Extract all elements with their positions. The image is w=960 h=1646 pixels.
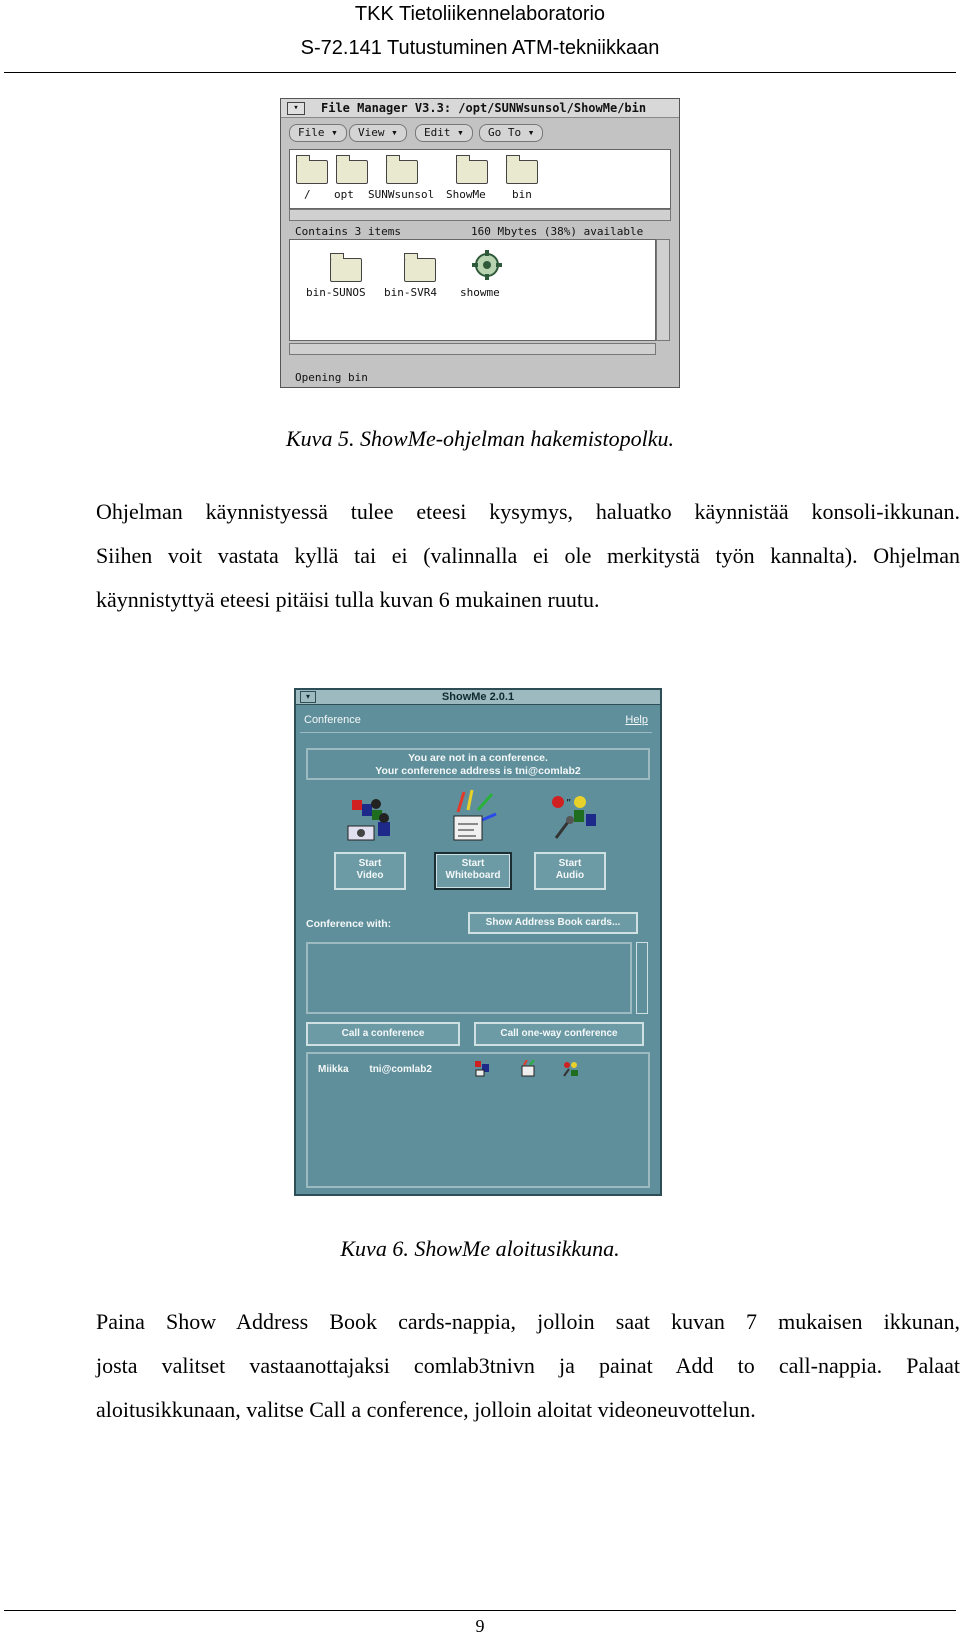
- path-pane: [289, 149, 671, 209]
- path-label: bin: [512, 188, 532, 201]
- item-label: showme: [460, 286, 500, 299]
- menu-goto[interactable]: Go To ▾: [479, 124, 543, 142]
- menu-file[interactable]: File ▾: [289, 124, 347, 142]
- status-text: Opening bin: [295, 371, 368, 384]
- participant-address: tni@comlab2: [369, 1064, 432, 1075]
- window-menu-icon[interactable]: ▾: [287, 102, 305, 115]
- path-label: /: [304, 188, 311, 201]
- header-course: S-72.141 Tutustuminen ATM-tekniikkaan: [300, 37, 660, 59]
- file-manager-title: File Manager V3.3: /opt/SUNWsunsol/ShowMe/bin: [321, 101, 647, 115]
- path-label: SUNWsunsol: [368, 188, 435, 201]
- participant-whiteboard-icon[interactable]: [520, 1060, 538, 1078]
- contents-vertical-scrollbar[interactable]: [656, 239, 670, 341]
- call-conference-button[interactable]: Call a conference: [306, 1022, 460, 1046]
- whiteboard-icon: [446, 788, 506, 846]
- start-whiteboard-button[interactable]: Start Whiteboard: [434, 852, 512, 890]
- conference-status-message: [306, 748, 650, 780]
- paragraph-line: Ohjelman käynnistyessä tulee eteesi kysymys, haluatko käynnistää konsoli-ikkunan.: [96, 499, 960, 524]
- path-label: opt: [334, 188, 354, 201]
- folder-icon[interactable]: [456, 160, 488, 184]
- file-manager-titlebar: [281, 99, 679, 118]
- paragraph-line: Siihen voit vastata kyllä tai ei (valinnalla ei ole merkitystä työn kannalta). Ohjelman: [96, 543, 960, 568]
- paragraph-line: Paina Show Address Book cards-nappia, jolloin saat kuvan 7 mukaisen ikkunan,: [96, 1309, 960, 1334]
- conference-participants-list[interactable]: [306, 942, 632, 1014]
- contains-count: Contains 3 items: [295, 225, 401, 238]
- folder-icon[interactable]: [506, 160, 538, 184]
- participant-row[interactable]: [318, 1064, 450, 1075]
- window-menu-icon[interactable]: ▾: [300, 691, 316, 703]
- item-label: bin-SUNOS: [306, 286, 366, 299]
- folder-icon[interactable]: [404, 258, 436, 282]
- status-line-2: Your conference address is tni@comlab2: [375, 765, 581, 777]
- item-label: bin-SVR4: [384, 286, 437, 299]
- contents-horizontal-scrollbar[interactable]: [289, 343, 656, 355]
- participants-scrollbar[interactable]: [636, 942, 648, 1014]
- paragraph-line: josta valitset vastaanottajaksi comlab3tnivn ja painat Add to call-nappia. Palaat: [96, 1353, 960, 1378]
- header-rule: [4, 72, 956, 73]
- conference-with-label: Conference with:: [306, 918, 392, 930]
- participants-pane: [306, 1052, 650, 1188]
- menu-view[interactable]: View ▾: [349, 124, 407, 142]
- paragraph-1: [96, 490, 960, 622]
- menu-edit[interactable]: Edit ▾: [415, 124, 473, 142]
- svg-text:”: ”: [566, 798, 572, 809]
- participant-video-icon[interactable]: [474, 1060, 492, 1078]
- participant-name: Miikka: [318, 1064, 349, 1075]
- showme-window: [294, 688, 662, 1196]
- paragraph-line: käynnistyttyä eteesi pitäisi tulla kuvan 6 mukainen ruutu.: [96, 587, 600, 612]
- paragraph-line: aloitusikkunaan, valitse Call a conference, jolloin aloitat videoneuvottelun.: [96, 1397, 756, 1422]
- showme-menubar: [300, 710, 652, 733]
- participant-audio-icon[interactable]: [562, 1060, 580, 1078]
- folder-contents-pane: [289, 239, 656, 341]
- folder-icon[interactable]: [386, 160, 418, 184]
- figure6-caption: Kuva 6. ShowMe aloitusikkuna.: [340, 1236, 620, 1261]
- folder-icon[interactable]: [336, 160, 368, 184]
- menu-help[interactable]: Help: [625, 714, 648, 726]
- paragraph-2: [96, 1300, 960, 1432]
- header-lab: TKK Tietoliikennelaboratorio: [354, 3, 606, 25]
- path-scrollbar[interactable]: [289, 209, 671, 221]
- call-one-way-conference-button[interactable]: Call one-way conference: [474, 1022, 644, 1046]
- figure5-caption: Kuva 5. ShowMe-ohjelman hakemistopolku.: [286, 426, 674, 451]
- start-video-button[interactable]: Start Video: [334, 852, 406, 890]
- available-space: 160 Mbytes (38%) available: [471, 225, 644, 238]
- showme-titlebar: [296, 690, 660, 705]
- menu-conference[interactable]: Conference: [304, 714, 361, 726]
- gear-icon[interactable]: [472, 250, 502, 282]
- footer-rule: [4, 1610, 956, 1611]
- page-number: 9: [475, 1616, 485, 1636]
- show-address-book-button[interactable]: Show Address Book cards...: [468, 912, 638, 934]
- status-line-1: You are not in a conference.: [408, 752, 548, 764]
- start-audio-button[interactable]: Start Audio: [534, 852, 606, 890]
- path-label: ShowMe: [446, 188, 486, 201]
- folder-icon[interactable]: [330, 258, 362, 282]
- showme-title: ShowMe 2.0.1: [441, 691, 515, 703]
- audio-icon: [546, 792, 606, 844]
- file-manager-window: [280, 98, 680, 388]
- folder-icon[interactable]: [296, 160, 328, 184]
- video-icon: [344, 794, 404, 846]
